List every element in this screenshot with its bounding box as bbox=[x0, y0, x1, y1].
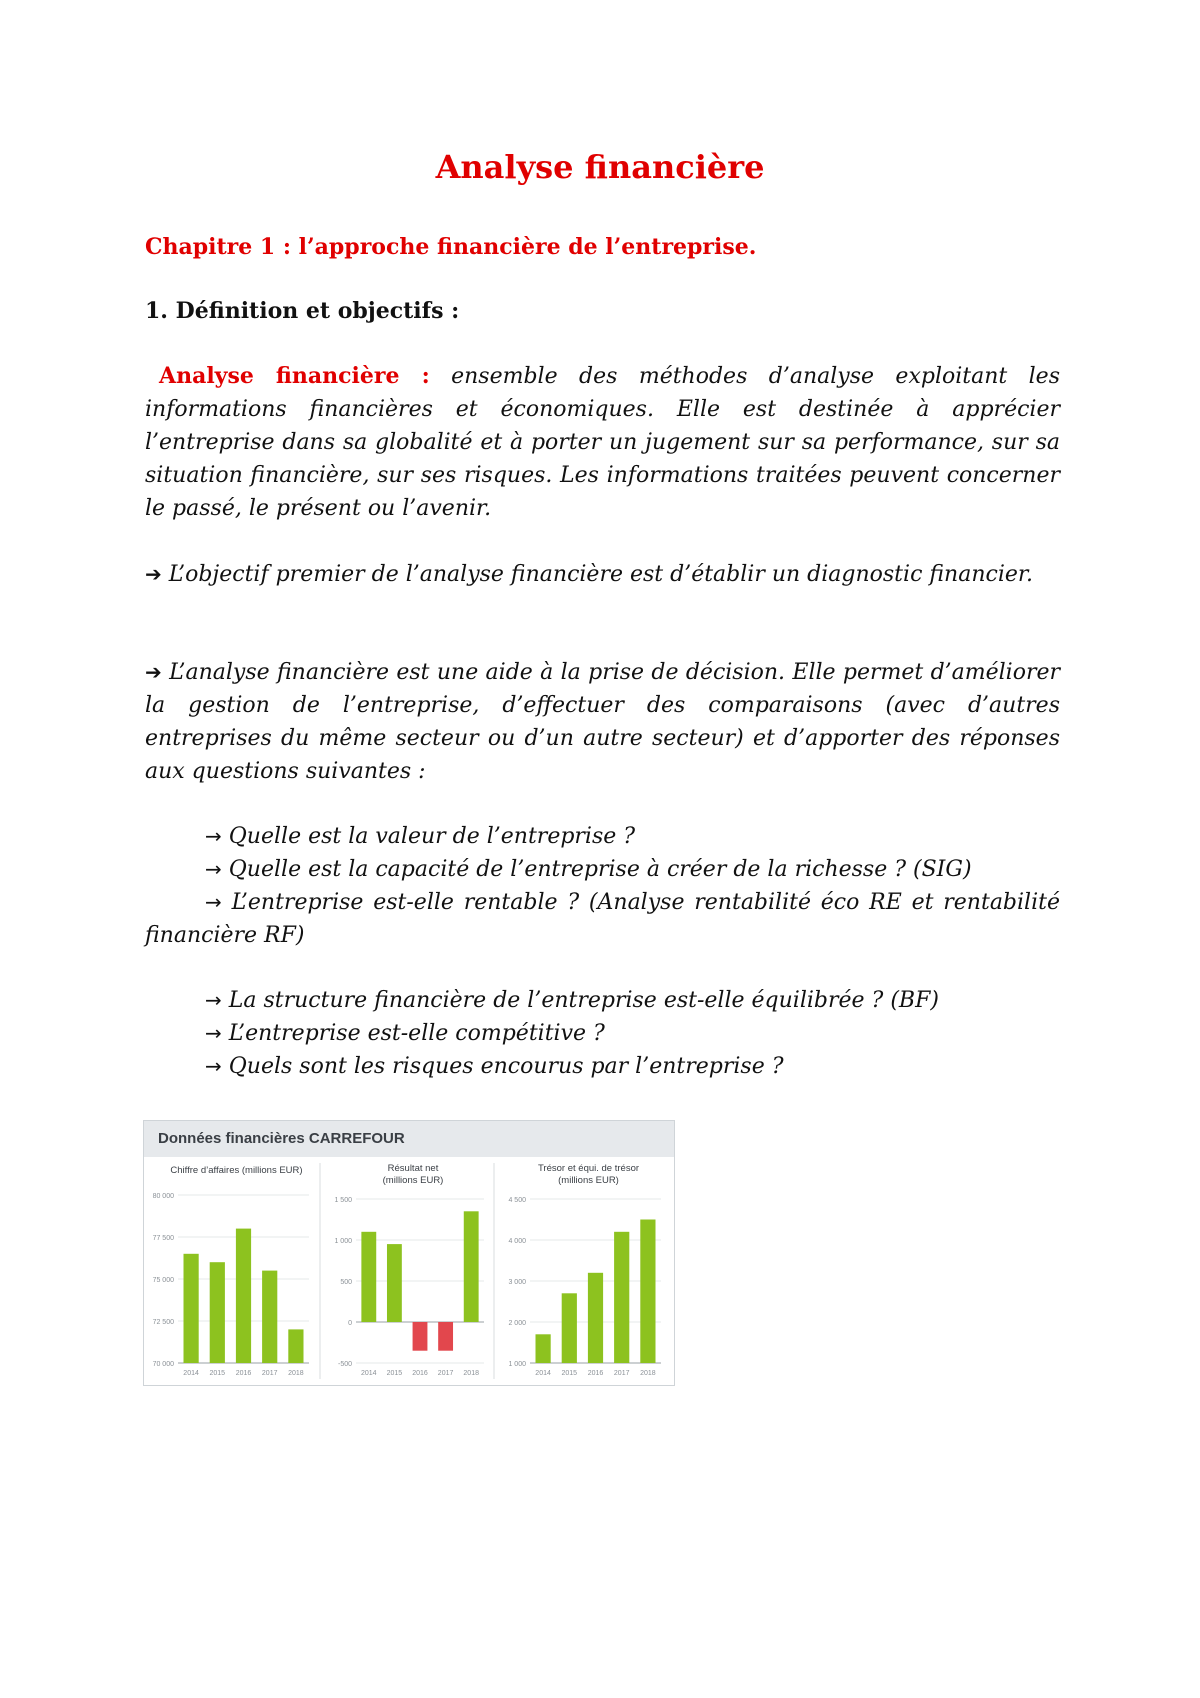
list-item bbox=[205, 853, 972, 886]
chart-title: Chiffre d’affaires (millions EUR) bbox=[170, 1165, 303, 1176]
y-tick-label: 70 000 bbox=[152, 1361, 174, 1368]
y-tick-label: 1 000 bbox=[508, 1361, 526, 1368]
x-tick-label: 2018 bbox=[640, 1370, 656, 1377]
definition-paragraph bbox=[145, 360, 1060, 525]
chart-title: (millions EUR) bbox=[558, 1175, 619, 1186]
chart-title: (millions EUR) bbox=[382, 1175, 444, 1186]
question-text: La structure financière de l’entreprise est-elle équilibrée ? (BF) bbox=[228, 988, 939, 1013]
arrow-icon: → bbox=[205, 857, 222, 881]
list-item bbox=[205, 820, 635, 853]
list-item bbox=[205, 1017, 605, 1050]
x-tick-label: 2017 bbox=[437, 1370, 454, 1377]
figure-title: Données financières CARREFOUR bbox=[158, 1130, 405, 1147]
x-tick-label: 2014 bbox=[183, 1370, 199, 1377]
y-tick-label: 75 000 bbox=[152, 1277, 174, 1284]
chart-bar bbox=[464, 1211, 479, 1322]
y-tick-label: 500 bbox=[340, 1279, 352, 1286]
list-item bbox=[205, 984, 939, 1017]
chart-bar bbox=[236, 1229, 251, 1363]
chart-bar bbox=[588, 1273, 603, 1363]
arrow-icon: → bbox=[205, 824, 222, 848]
chart-bar bbox=[536, 1334, 551, 1363]
definition-text: ensemble des méthodes d’analyse exploitant les informations financières et économiques. Elle est destinée à apprécier l’entreprise dans sa globalité et à porter un jugement sur sa performance, sur sa situation financière, sur ses risques. Les informations traitées peuvent concerner le passé, le présent ou l’avenir. bbox=[145, 364, 1060, 521]
x-tick-label: 2014 bbox=[535, 1370, 551, 1377]
x-tick-label: 2014 bbox=[361, 1370, 377, 1377]
chart-title: Résultat net bbox=[387, 1163, 439, 1174]
x-tick-label: 2016 bbox=[235, 1370, 252, 1377]
figure-header bbox=[144, 1121, 674, 1157]
chart-bar bbox=[184, 1254, 199, 1363]
question-text: Quels sont les risques encourus par l’entreprise ? bbox=[228, 1054, 784, 1079]
x-tick-label: 2017 bbox=[261, 1370, 278, 1377]
arrow-icon: → bbox=[205, 1021, 222, 1045]
x-tick-label: 2016 bbox=[412, 1370, 428, 1377]
y-tick-label: 4 000 bbox=[508, 1238, 526, 1245]
y-tick-label: 1 500 bbox=[334, 1197, 352, 1204]
chart-bar bbox=[438, 1322, 453, 1351]
chart-bar bbox=[361, 1232, 376, 1322]
objective-2-text: L’analyse financière est une aide à la prise de décision. Elle permet d’améliorer la gestion de l’entreprise, d’effectuer des comparaisons (avec d’autres entreprises du même secteur ou d’un autre secteur) et d’apporter des réponses aux questions suivantes : bbox=[145, 660, 1061, 784]
objective-paragraph-1 bbox=[145, 558, 1060, 591]
arrow-icon: → bbox=[205, 988, 222, 1012]
list-item bbox=[205, 1050, 784, 1083]
chart-bar bbox=[562, 1293, 577, 1363]
chart-title: Trésor et équi. de trésor bbox=[537, 1163, 640, 1174]
chart-bar bbox=[614, 1232, 629, 1363]
arrow-icon: → bbox=[205, 1054, 222, 1078]
document-title: Analyse financière bbox=[435, 148, 765, 186]
question-text: L’entreprise est-elle compétitive ? bbox=[228, 1021, 605, 1046]
chart-bar bbox=[262, 1271, 277, 1363]
arrow-bold-icon: ➔ bbox=[145, 660, 162, 684]
chart-bar bbox=[640, 1220, 655, 1364]
objective-paragraph-2 bbox=[145, 656, 1060, 788]
arrow-bold-icon: ➔ bbox=[145, 562, 162, 586]
x-tick-label: 2015 bbox=[561, 1370, 578, 1377]
objective-1-text: L’objectif premier de l’analyse financière est d’établir un diagnostic financier. bbox=[168, 562, 1033, 587]
x-tick-label: 2016 bbox=[587, 1370, 604, 1377]
x-tick-label: 2018 bbox=[463, 1370, 479, 1377]
x-tick-label: 2015 bbox=[209, 1370, 226, 1377]
x-tick-label: 2015 bbox=[386, 1370, 403, 1377]
question-text: Quelle est la capacité de l’entreprise à créer de la richesse ? (SIG) bbox=[228, 857, 972, 882]
y-tick-label: 1 000 bbox=[334, 1238, 352, 1245]
y-tick-label: 3 000 bbox=[508, 1279, 526, 1286]
chart-bar bbox=[288, 1329, 303, 1363]
y-tick-label: 80 000 bbox=[152, 1193, 174, 1200]
y-tick-label: 2 000 bbox=[508, 1320, 526, 1327]
financial-figure bbox=[143, 1120, 675, 1386]
y-tick-label: 0 bbox=[348, 1320, 352, 1327]
x-tick-label: 2018 bbox=[288, 1370, 304, 1377]
y-tick-label: 77 500 bbox=[152, 1235, 174, 1242]
arrow-icon: → bbox=[205, 890, 222, 914]
y-tick-label: 72 500 bbox=[152, 1319, 174, 1326]
x-tick-label: 2017 bbox=[613, 1370, 630, 1377]
chart-bar bbox=[210, 1262, 225, 1363]
section-heading: 1. Définition et objectifs : bbox=[145, 298, 460, 324]
chapter-heading: Chapitre 1 : l’approche financière de l’entreprise. bbox=[145, 234, 757, 260]
definition-term: Analyse financière : bbox=[159, 363, 430, 389]
financial-charts bbox=[144, 1157, 674, 1385]
question-text: Quelle est la valeur de l’entreprise ? bbox=[228, 824, 636, 849]
question-text: L’entreprise est-elle rentable ? (Analyse rentabilité éco RE et rentabilité financière RF) bbox=[145, 890, 1060, 948]
y-tick-label: 4 500 bbox=[508, 1197, 526, 1204]
chart-bar bbox=[387, 1244, 402, 1322]
list-item bbox=[145, 886, 1060, 952]
chart-bar bbox=[413, 1322, 428, 1351]
y-tick-label: -500 bbox=[337, 1361, 352, 1368]
